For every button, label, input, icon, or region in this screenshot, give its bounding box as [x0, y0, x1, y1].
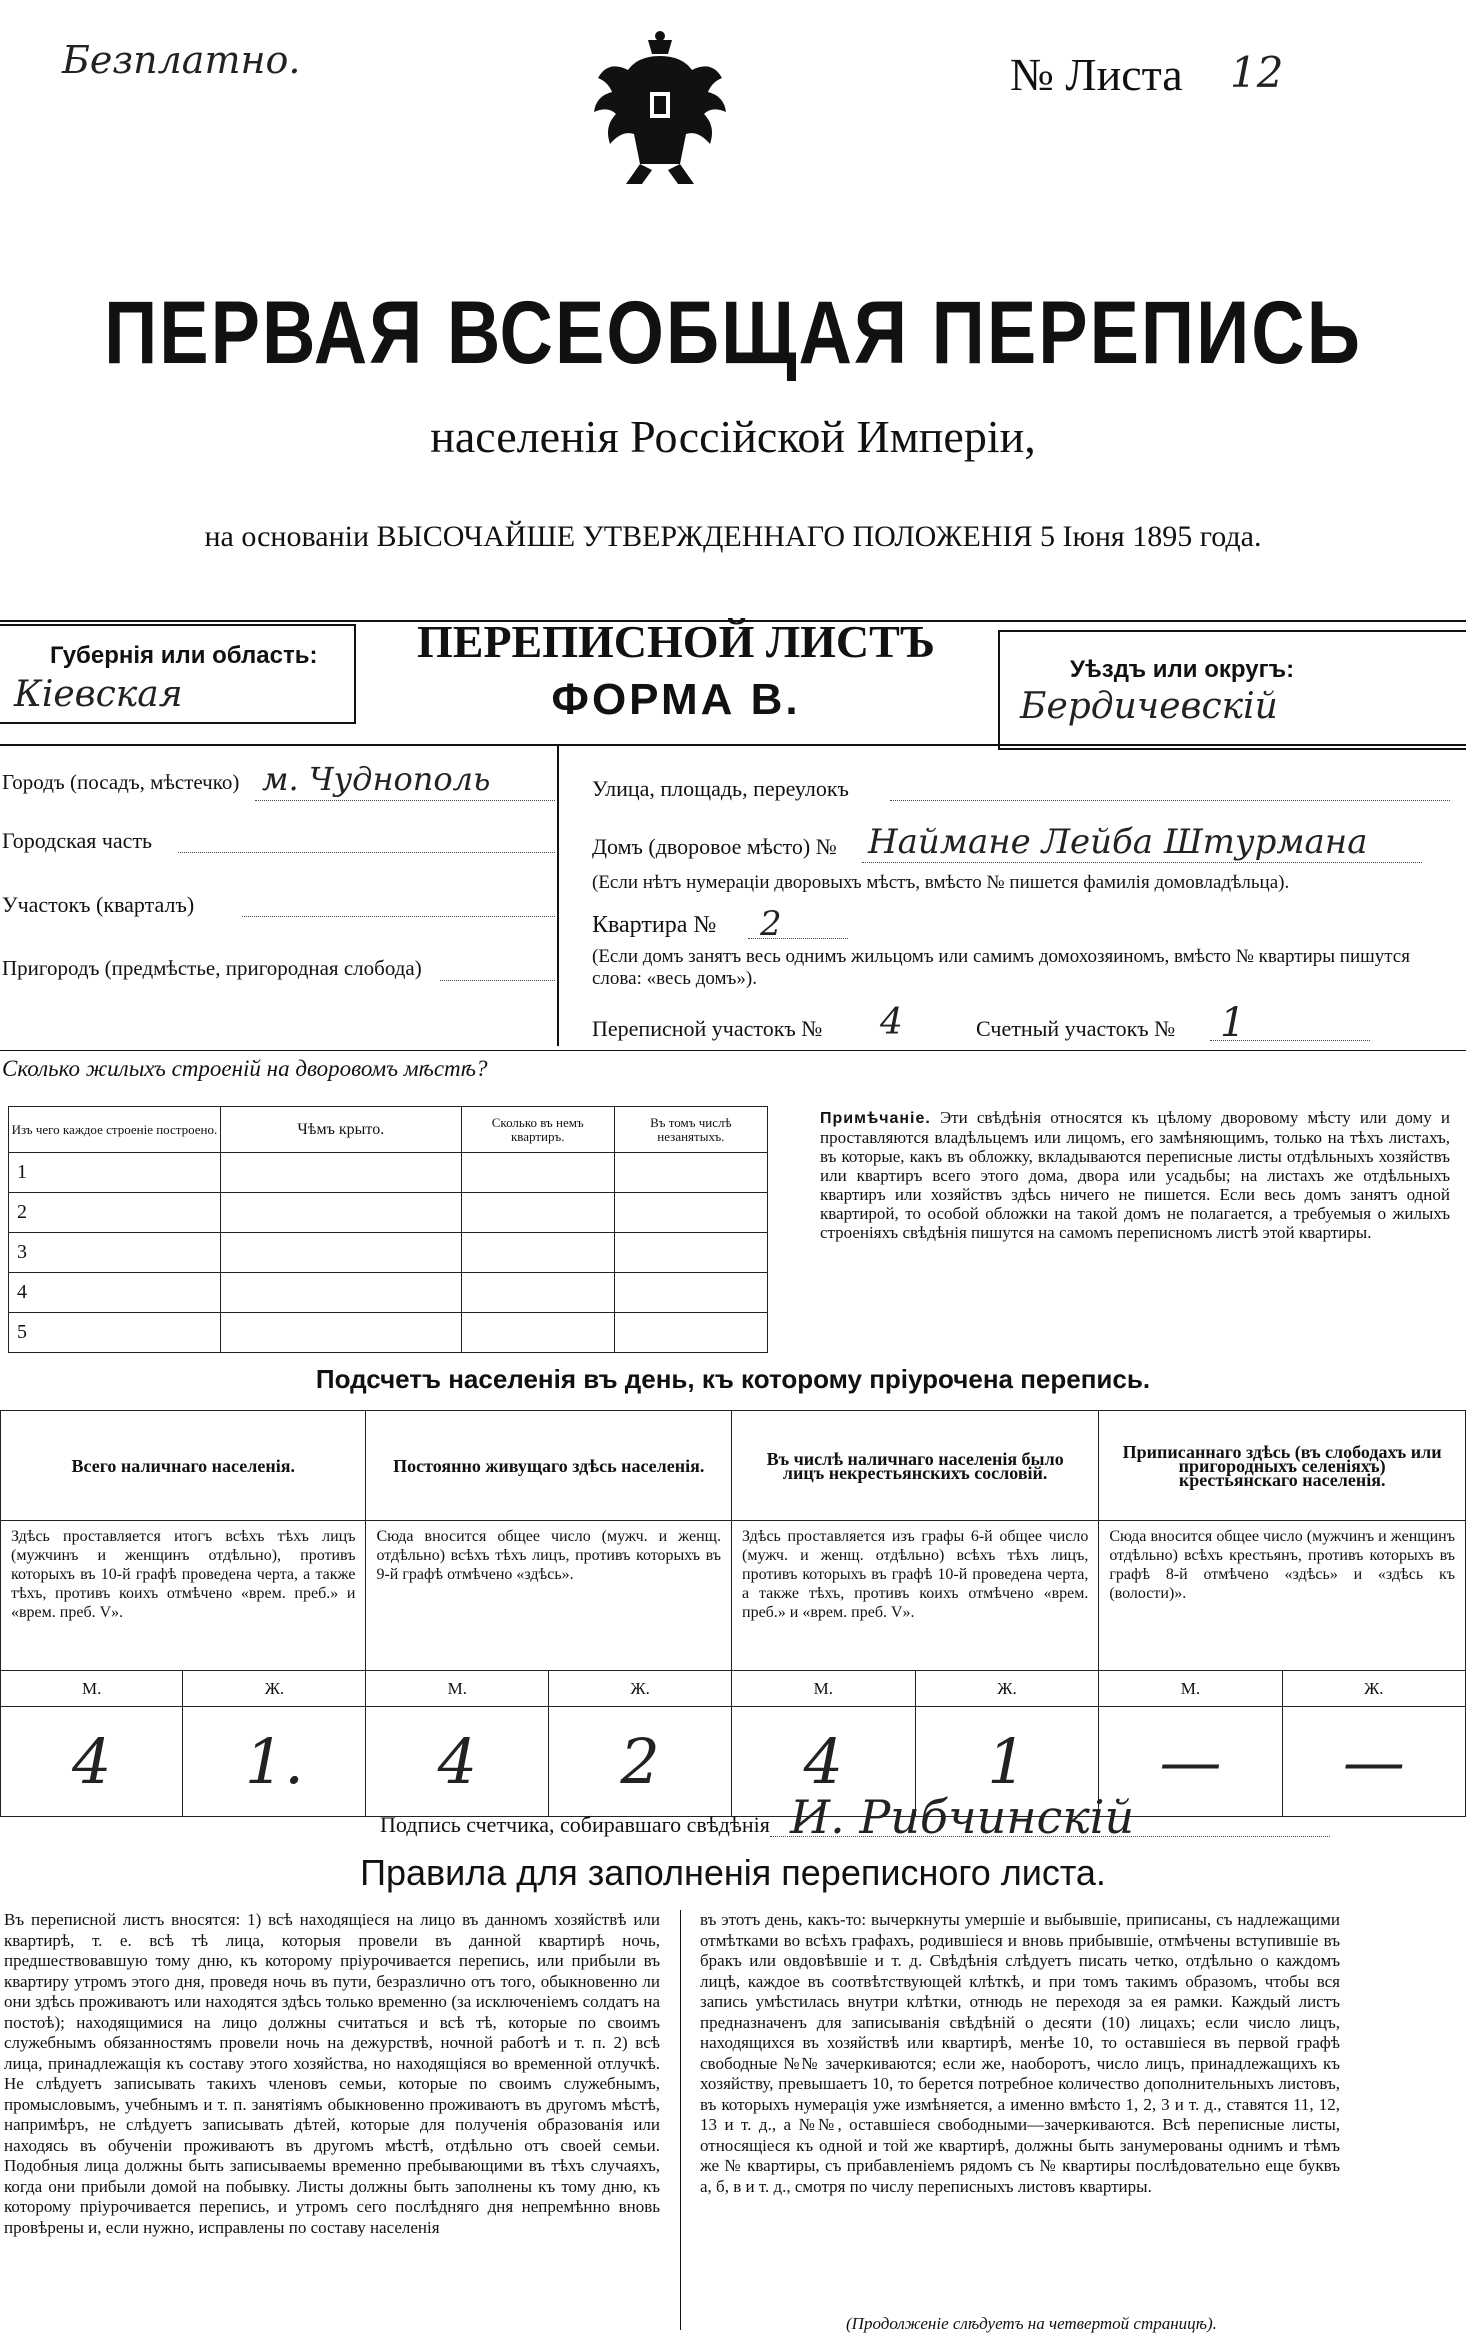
apartment-label: Квартира №	[592, 912, 717, 938]
buildings-row-number: 2	[9, 1193, 221, 1233]
count-male-value: —	[1099, 1707, 1282, 1817]
note-title: Примѣчаніе.	[820, 1110, 931, 1127]
house-label: Домъ (дворовое мѣсто) №	[592, 834, 837, 859]
note-text: Эти свѣдѣнія относятся къ цѣлому дворовому мѣсту или дому и проставляются владѣльцемъ или лицомъ, его замѣняющимъ, только на тѣхъ листахъ, въ которые, какъ въ обложку, вкладываются переписные листы отдѣльныхъ хозяйствъ или квартиръ всего этого дома, двора или усадьбы; на листахъ же отдѣльныхъ квартиръ или хозяйствъ здѣсь ничего не пишется. Если весь домъ занятъ одной квартирой, то особой обложки на такой домъ не полагается, а требуемыя о жилыхъ строеніяхъ свѣдѣнія пишутся на самомъ переписномъ листѣ этой квартиры.	[820, 1108, 1450, 1242]
street-label: Улица, площадь, переулокъ	[592, 776, 849, 801]
count-female-value: 2	[549, 1707, 732, 1817]
city-label: Городъ (посадъ, мѣстечко)	[2, 770, 240, 794]
count-col-head: Приписаннаго здѣсь (въ слободахъ или пригородныхъ селеніяхъ) крестьянскаго населенія.	[1099, 1411, 1466, 1521]
district-label: Уѣздъ или округъ:	[1070, 656, 1295, 683]
count-female-value: —	[1282, 1707, 1465, 1817]
province-label: Губернія или область:	[50, 642, 318, 669]
precinct-label: Участокъ (кварталъ)	[2, 892, 195, 917]
apartment-note: (Если домъ занятъ весь однимъ жильцомъ или самимъ домохозяиномъ, вмѣсто № квартиры пишутся слова: «весь домъ»).	[592, 946, 1410, 989]
city-part-label: Городская часть	[2, 828, 153, 853]
male-header: М.	[1, 1671, 183, 1707]
suburb-label: Пригородъ (предмѣстье, пригородная слобода)	[2, 956, 422, 980]
note-block	[820, 1108, 1450, 1242]
province-value: Кіевская	[14, 674, 183, 715]
count-col-head: Всего наличнаго населенія.	[1, 1411, 366, 1521]
census-title: ПЕРВАЯ ВСЕОБЩАЯ ПЕРЕПИСЬ	[104, 282, 1362, 383]
form-variant: ФОРМА В.	[551, 675, 801, 724]
district-value: Бердичевскій	[1020, 686, 1278, 727]
counting-district-label: Счетный участокъ №	[976, 1016, 1176, 1041]
female-header: Ж.	[549, 1671, 732, 1707]
female-header: Ж.	[915, 1671, 1099, 1707]
city-value: м. Чуднополь	[262, 760, 491, 798]
population-count-table	[0, 1410, 1466, 1817]
buildings-row-number: 4	[9, 1273, 221, 1313]
house-value: Наймане Лейба Штурмана	[868, 822, 1368, 862]
free-label: Безплатно.	[62, 38, 301, 82]
buildings-row-number: 1	[9, 1153, 221, 1193]
male-header: М.	[1099, 1671, 1282, 1707]
rules-right-column: въ этотъ день, какъ-то: вычеркнуты умершіе и выбывшіе, приписаны, съ надлежащими отмѣтками во всѣхъ графахъ, родившіеся и вновь прибывшіе, отмѣчены вступившіе въ бракъ или овдовѣвшіе и т. д. Свѣдѣнія слѣдуетъ писать четко, отдѣльно о каждомъ лицѣ, каждое въ соотвѣтствующей клѣткѣ, и при томъ такимъ образомъ, чтобы вся запись умѣстилась внутри клѣтки, отнюдь не переходя за ея рамки. Каждый листъ предназначенъ для записыванія свѣдѣній о десяти (10) лицахъ; если число лицъ, находящихся въ хозяйствѣ или квартирѣ, менѣе 10, то оставшіеся въ первой графѣ свободные №№ зачеркиваются; если же, наоборотъ, число лицъ, принадлежащихъ къ хозяйству, превышаетъ 10, то берется потребное количество дополнительныхъ листовъ, въ которыхъ нумерація уже измѣняется, а именно вмѣсто 1, 2, 3 и т. д., ставятся 11, 12, 13 и т. д., а №№, оставшіеся свободными—зачеркиваются. Всѣ переписные листы, относящіеся къ одной и той же квартирѣ, должны быть занумерованы однимъ и тѣмъ же № квартиры, съ прибавленіемъ рядомъ съ № квартиры послѣдовательно еще буквъ а, б, в и т. д., смотря по числу переписныхъ листовъ квартиры.	[700, 1910, 1340, 2196]
buildings-col-apartments: Сколько въ немъ квартиръ.	[461, 1107, 614, 1153]
count-col-head: Въ числѣ наличнаго населенія было лицъ некрестьянскихъ сословій.	[732, 1411, 1099, 1521]
count-male-value: 4	[1, 1707, 183, 1817]
rules-title: Правила для заполненія переписного листа.	[360, 1852, 1106, 1893]
buildings-col-roof: Чѣмъ крыто.	[220, 1107, 461, 1153]
count-col-desc: Сюда вносится общее число (мужчинъ и женщинъ отдѣльно) всѣхъ крестьянъ, противъ которыхъ въ графѣ 8-й отмѣчено «здѣсь» и «здѣсь къ (волости)».	[1099, 1521, 1466, 1671]
census-basis: на основаніи ВЫСОЧАЙШЕ УТВЕРЖДЕННАГО ПОЛОЖЕНІЯ 5 Іюня 1895 года.	[204, 520, 1262, 553]
sheet-number-value: 12	[1230, 48, 1284, 97]
rules-left-column: Въ переписной листъ вносятся: 1) всѣ находящіеся на лицо въ данномъ хозяйствѣ или квартирѣ, т. е. всѣ тѣ лица, которыя провели въ данной квартирѣ ночь, предшествовавшую тому дню, къ которому пріурочивается перепись, или прибыли въ квартиру утромъ этого дня, проведя ночь въ пути, безразлично отъ того, обыкновенно ли они здѣсь проживаютъ или находятся здѣсь только временно (за исключеніемъ солдатъ на постоѣ); находящимися на лицо должны считаться и всѣ тѣ, которые по своимъ служебнымъ обязанностямъ провели ночь на дежурствѣ, ночной работѣ и т. п. 2) всѣ лица, принадлежащія къ составу этого хозяйства, но находящіяся во временной отлучкѣ. Не слѣдуетъ записывать такихъ членовъ семьи, которые по своимъ служебнымъ, промысловымъ, учебнымъ и т. п. занятіямъ обыкновенно проживаютъ въ другомъ мѣстѣ, напримѣръ, не слѣдуетъ записывать дѣтей, которые для полученія образованія или находясь въ обученіи проживаютъ въ другомъ мѣстѣ, отдѣльно отъ своей семьи. Подобныя лица должны быть записываемы временно пребывающими въ тѣхъ случаяхъ, когда они прибыли домой на побывку. Листы должны быть заполнены къ тому дню, къ которому пріурочивается перепись, и утромъ сего послѣдняго дня непремѣнно вновь провѣрены и, если нужно, исправлены по составу населенія	[4, 1910, 660, 2237]
census-subtitle: населенія Россійской Имперіи,	[430, 411, 1036, 462]
count-male-value: 4	[366, 1707, 549, 1817]
male-header: М.	[366, 1671, 549, 1707]
female-header: Ж.	[183, 1671, 366, 1707]
buildings-row-number: 3	[9, 1233, 221, 1273]
rules-continued-note: (Продолженіе слѣдуетъ на четвертой страницѣ).	[846, 2314, 1217, 2333]
buildings-table	[8, 1106, 768, 1353]
count-title: Подсчетъ населенія въ день, къ которому пріурочена перепись.	[315, 1364, 1151, 1394]
buildings-col-material: Изъ чего каждое строеніе построено.	[9, 1107, 221, 1153]
form-name: ПЕРЕПИСНОЙ ЛИСТЪ	[416, 616, 936, 667]
coat-of-arms-emblem	[580, 30, 740, 190]
signature-label: Подпись счетчика, собиравшаго свѣдѣнія	[380, 1812, 770, 1837]
counting-district-value: 1	[1220, 1000, 1246, 1046]
signature-value: И. Рибчинскій	[790, 1790, 1135, 1844]
count-col-desc: Сюда вносится общее число (мужч. и женщ. отдѣльно) всѣхъ тѣхъ лицъ, противъ которыхъ въ 9-й графѣ отмѣчено «здѣсь».	[366, 1521, 732, 1671]
apartment-value: 2	[760, 904, 782, 944]
count-female-value: 1.	[183, 1707, 366, 1817]
count-col-desc: Здѣсь проставляется итогъ всѣхъ тѣхъ лицъ (мужчинъ и женщинъ отдѣльно), противъ которыхъ въ 10-й графѣ проведена черта, а также тѣхъ, противъ коихъ отмѣчено «врем. преб.» и «врем. преб. V».	[1, 1521, 366, 1671]
census-district-value: 4	[880, 1002, 903, 1043]
count-col-desc: Здѣсь проставляется изъ графы 6-й общее число (мужч. и женщ. отдѣльно) всѣхъ тѣхъ лицъ, противъ которыхъ въ графѣ 10-й проведена черта, а также тѣхъ, противъ коихъ отмѣчено «врем. преб.» и «врем. преб. V».	[732, 1521, 1099, 1671]
sheet-number-label: № Листа	[1010, 49, 1183, 100]
female-header: Ж.	[1282, 1671, 1465, 1707]
count-male-value: 4	[732, 1707, 916, 1817]
census-district-label: Переписной участокъ №	[592, 1016, 823, 1041]
male-header: М.	[732, 1671, 916, 1707]
buildings-row-number: 5	[9, 1313, 221, 1353]
count-col-head: Постоянно живущаго здѣсь населенія.	[366, 1411, 732, 1521]
house-note: (Если нѣтъ нумераціи дворовыхъ мѣстъ, вмѣсто № пишется фамилія домовладѣльца).	[592, 872, 1290, 893]
buildings-col-vacant: Въ томъ числѣ незанятыхъ.	[614, 1107, 767, 1153]
buildings-question: Сколько жилыхъ строеній на дворовомъ мѣстѣ?	[2, 1056, 488, 1081]
count-female-value: 1	[915, 1707, 1099, 1817]
